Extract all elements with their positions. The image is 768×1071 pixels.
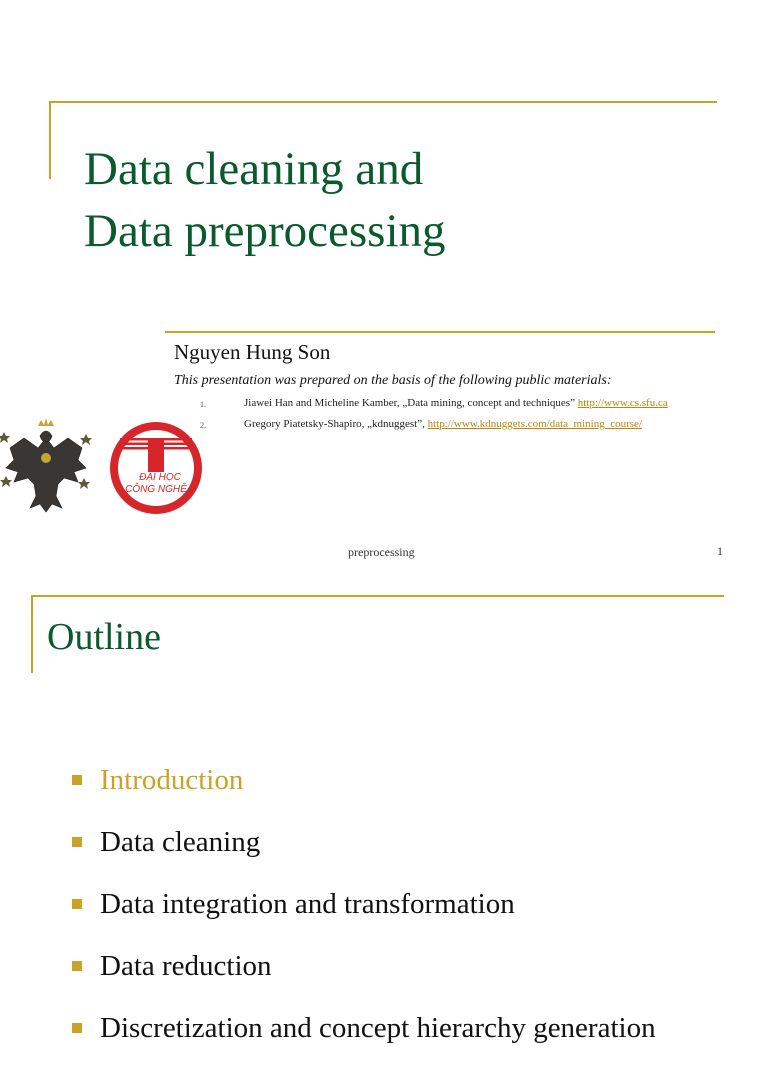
reference-text: Gregory Piatetsky-Shapiro, „kdnuggest”,: [244, 418, 425, 430]
bullet-square-icon: [72, 1023, 82, 1033]
top-rule: [49, 101, 717, 103]
outline-list: [72, 761, 656, 1071]
reference-link[interactable]: http://www.cs.sfu.ca: [577, 397, 668, 409]
title-line-1: Data cleaning and: [84, 143, 424, 195]
university-logo-icon: [108, 420, 204, 516]
top-rule: [31, 595, 724, 597]
outline-item-label: Introduction: [100, 764, 244, 796]
title-line-2: Data preprocessing: [84, 205, 446, 257]
reference-item: [200, 417, 668, 438]
outline-item-label: Data cleaning: [100, 826, 261, 858]
slide-2: [0, 575, 768, 1044]
left-rule: [31, 595, 33, 673]
author-rule: [165, 331, 715, 333]
outline-item-label: Discretization and concept hierarchy generation: [100, 1012, 656, 1044]
reference-number: 1.: [200, 400, 206, 409]
left-rule: [49, 101, 51, 179]
outline-title: Outline: [47, 616, 161, 658]
outline-item-data-reduction[interactable]: [72, 947, 656, 1009]
outline-item-data-cleaning[interactable]: [72, 823, 656, 885]
bullet-square-icon: [72, 899, 82, 909]
slide-title: [84, 138, 446, 262]
outline-item-label: Data integration and transformation: [100, 888, 515, 920]
source-note: This presentation was prepared on the basis of the following public materials:: [174, 373, 612, 388]
bullet-square-icon: [72, 961, 82, 971]
reference-number: 2.: [200, 421, 206, 430]
eagle-emblem-icon: [0, 412, 92, 518]
author-name: Nguyen Hung Son: [174, 340, 331, 364]
outline-item-data-integration[interactable]: [72, 885, 656, 947]
logo-text-bottom: CÔNG NGHỆ: [125, 484, 187, 495]
page-number: 1: [717, 544, 723, 558]
outline-item-label: Data reduction: [100, 950, 272, 982]
reference-text: Jiawei Han and Micheline Kamber, „Data mining, concept and techniques”: [244, 397, 575, 409]
outline-item-introduction[interactable]: [72, 761, 656, 823]
logo-text-top: ĐẠI HỌC: [139, 472, 181, 483]
outline-item-discretization[interactable]: [72, 1009, 656, 1071]
footer-label: preprocessing: [348, 545, 415, 559]
bullet-square-icon: [72, 837, 82, 847]
bullet-square-icon: [72, 775, 82, 785]
reference-link[interactable]: http://www.kdnuggets.com/data_mining_course/: [427, 418, 642, 430]
reference-item: [200, 396, 668, 417]
reference-list: [200, 396, 668, 438]
